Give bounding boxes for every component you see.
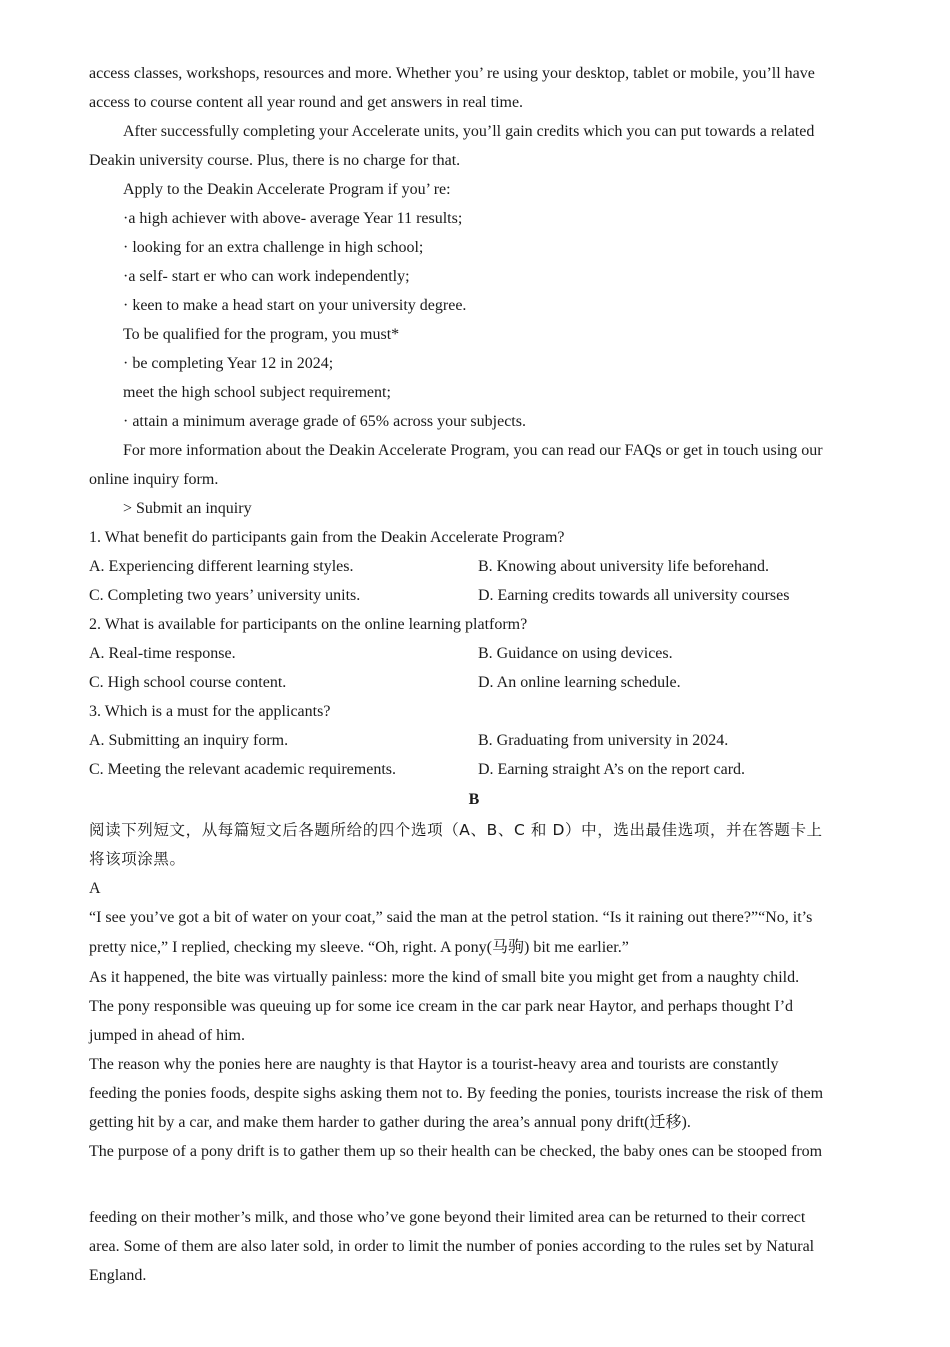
passage-section bbox=[89, 59, 859, 1166]
question-3-option-b: B. Graduating from university in 2024. bbox=[478, 732, 729, 749]
question-2-option-a: A. Real-time response. bbox=[89, 645, 236, 662]
submit-inquiry-link[interactable]: > Submit an inquiry bbox=[123, 500, 252, 517]
passage-paragraph-2-line-2: Deakin university course. Plus, there is no charge for that. bbox=[89, 152, 461, 169]
apply-item-4: · keen to make a head start on your university degree. bbox=[123, 297, 467, 314]
question-2-options-row-2 bbox=[89, 668, 859, 697]
question-2-option-d: D. An online learning schedule. bbox=[478, 674, 681, 691]
qualify-item-2: meet the high school subject requirement; bbox=[123, 384, 391, 401]
passage-paragraph-2-line-1: After successfully completing your Accelerate units, you’ll gain credits which you can put towards a related bbox=[123, 123, 815, 140]
question-3-options-row-2 bbox=[89, 755, 859, 784]
story-paragraph-1-line-2: pretty nice,” I replied, checking my sleeve. “Oh, right. A pony(马驹) bit me earlier.” bbox=[89, 939, 629, 956]
question-3-option-a: A. Submitting an inquiry form. bbox=[89, 732, 289, 749]
story-paragraph-3-line-3: getting hit by a car, and make them harder to gather during the area’s annual pony drift(迁移). bbox=[89, 1114, 691, 1131]
question-2-option-c: C. High school course content. bbox=[89, 674, 287, 691]
story-paragraph-2-line-3: jumped in ahead of him. bbox=[89, 1027, 245, 1044]
question-1-option-b: B. Knowing about university life beforehand. bbox=[478, 558, 770, 575]
passage-paragraph-1-line-1: access classes, workshops, resources and more. Whether you’ re using your desktop, tablet or mobile, you’ll have bbox=[89, 65, 815, 82]
story-paragraph-3-line-2: feeding the ponies foods, despite sighs asking them not to. By feeding the ponies, tourists increase the risk of them bbox=[89, 1085, 824, 1102]
passage-a-label: A bbox=[89, 880, 101, 897]
question-1-option-d: D. Earning credits towards all university courses bbox=[478, 587, 790, 604]
story-continuation bbox=[89, 1203, 859, 1290]
more-info-line-1: For more information about the Deakin Accelerate Program, you can read our FAQs or get in touch using our bbox=[123, 442, 823, 459]
section-b-instructions-line-2: 将该项涂黑。 bbox=[89, 850, 186, 868]
question-1-option-c: C. Completing two years’ university units. bbox=[89, 587, 361, 604]
question-2-stem: 2. What is available for participants on the online learning platform? bbox=[89, 616, 528, 633]
question-2-option-b: B. Guidance on using devices. bbox=[478, 645, 673, 662]
story-paragraph-4-line-2: feeding on their mother’s milk, and those who’ve gone beyond their limited area can be returned to their correct bbox=[89, 1209, 806, 1226]
story-paragraph-1-line-1: “I see you’ve got a bit of water on your coat,” said the man at the petrol station. “Is it raining out there?”“No, it’s bbox=[89, 909, 813, 926]
story-paragraph-3-line-1: The reason why the ponies here are naughty is that Haytor is a tourist-heavy area and tourists are constantly bbox=[89, 1056, 779, 1073]
qualify-item-3: · attain a minimum average grade of 65% across your subjects. bbox=[123, 413, 526, 430]
section-b-instructions-line-1: 阅读下列短文，从每篇短文后各题所给的四个选项（A、B、C 和 D）中，选出最佳选项，并在答题卡上 bbox=[89, 821, 823, 839]
question-2-options-row-1 bbox=[89, 639, 859, 668]
section-b-heading: B bbox=[468, 791, 480, 808]
question-3-options-row-1 bbox=[89, 726, 859, 755]
passage-paragraph-1-line-2: access to course content all year round and get answers in real time. bbox=[89, 94, 524, 111]
question-3-option-d: D. Earning straight A’s on the report card. bbox=[478, 761, 746, 778]
apply-intro: Apply to the Deakin Accelerate Program if you’ re: bbox=[123, 181, 451, 198]
story-paragraph-2-line-1: As it happened, the bite was virtually painless: more the kind of small bite you might get from a naughty child. bbox=[89, 969, 800, 986]
story-paragraph-4-line-4: England. bbox=[89, 1267, 147, 1284]
apply-item-2: · looking for an extra challenge in high school; bbox=[123, 239, 424, 256]
story-paragraph-4-line-3: area. Some of them are also later sold, in order to limit the number of ponies according to the rules set by Natural bbox=[89, 1238, 815, 1255]
question-3-option-c: C. Meeting the relevant academic requirements. bbox=[89, 761, 396, 778]
more-info-line-2: online inquiry form. bbox=[89, 471, 219, 488]
qualify-item-1: · be completing Year 12 in 2024; bbox=[123, 355, 334, 372]
story-paragraph-4-line-1: The purpose of a pony drift is to gather them up so their health can be checked, the baby ones can be stooped from bbox=[89, 1143, 823, 1160]
qualify-intro: To be qualified for the program, you must* bbox=[123, 326, 400, 343]
question-1-options-row-2 bbox=[89, 581, 859, 610]
question-1-options-row-1 bbox=[89, 552, 859, 581]
apply-item-1: ·a high achiever with above- average Year 11 results; bbox=[123, 210, 463, 227]
question-3-stem: 3. Which is a must for the applicants? bbox=[89, 703, 331, 720]
apply-item-3: ·a self- start er who can work independently; bbox=[123, 268, 410, 285]
question-1-option-a: A. Experiencing different learning styles. bbox=[89, 558, 354, 575]
question-1-stem: 1. What benefit do participants gain from the Deakin Accelerate Program? bbox=[89, 529, 565, 546]
story-paragraph-2-line-2: The pony responsible was queuing up for some ice cream in the car park near Haytor, and perhaps thought I’d bbox=[89, 998, 794, 1015]
